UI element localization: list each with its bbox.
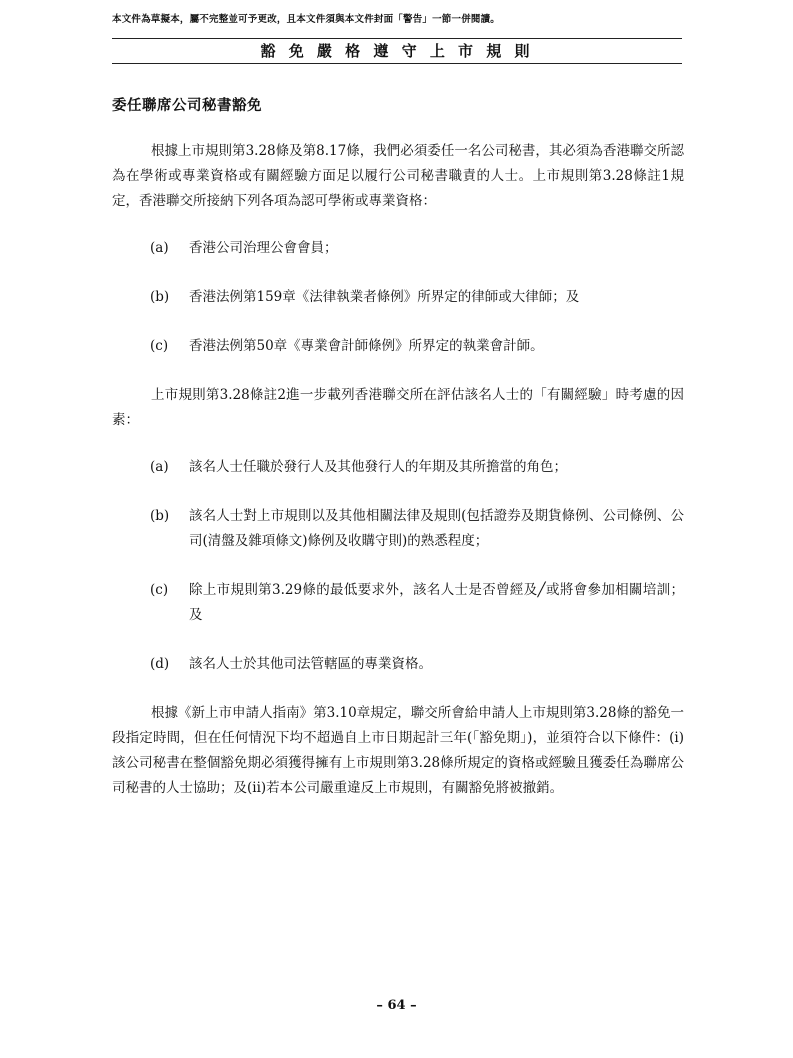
- page-number: – 64 –: [376, 998, 417, 1013]
- list-item-text: 該名人士對上市規則以及其他相關法律及規則(包括證券及期貨條例、公司條例、公司(清盤及雜項條文)條例及收購守則)的熟悉程度；: [189, 508, 684, 549]
- list-marker: (a): [150, 459, 169, 475]
- list-item-text: 該名人士任職於發行人及其他發行人的年期及其所擔當的角色；: [189, 459, 567, 475]
- list-item: [112, 504, 684, 554]
- list-item-text: 香港法例第159章《法律執業者條例》所界定的律師或大律師；及: [189, 289, 580, 305]
- list-item: [112, 236, 684, 261]
- factor-list: [112, 455, 684, 677]
- paragraph-experience-factors: 上市規則第3.28條註2進一步載列香港聯交所在評估該名人士的「有關經驗」時考慮的因素：: [112, 387, 684, 428]
- list-item: [112, 455, 684, 480]
- list-marker: (c): [150, 582, 169, 598]
- list-marker: (b): [150, 289, 170, 305]
- header-rule-bottom: [112, 63, 682, 64]
- list-item: [112, 578, 684, 628]
- list-item: [112, 334, 684, 359]
- list-marker: (c): [150, 338, 169, 354]
- list-item-text: 香港法例第50章《專業會計師條例》所界定的執業會計師。: [189, 338, 544, 354]
- paragraph-requirement: 根據上市規則第3.28條及第8.17條，我們必須委任一名公司秘書，其必須為香港聯交所認為在學術或專業資格或有關經驗方面足以履行公司秘書職責的人士。上市規則第3.28條註1規定，香港聯交所接納下列各項為認可學術或專業資格：: [112, 143, 684, 209]
- list-item: [112, 285, 684, 310]
- page-header-title: 豁 免 嚴 格 遵 守 上 市 規 則: [260, 42, 534, 60]
- list-marker: (b): [150, 508, 170, 524]
- list-marker: (a): [150, 240, 169, 256]
- list-marker: (d): [150, 656, 170, 672]
- list-item-text: 除上市規則第3.29條的最低要求外，該名人士是否曾經及╱或將會參加相關培訓；及: [189, 582, 684, 623]
- qualification-list: [112, 236, 684, 359]
- document-body: [112, 139, 684, 801]
- list-item: [112, 652, 684, 677]
- draft-notice: 本文件為草擬本，屬不完整並可予更改，且本文件須與本文件封面「警告」一節一併閱讀。: [112, 14, 501, 25]
- section-heading: 委任聯席公司秘書豁免: [112, 98, 262, 114]
- paragraph-waiver-conditions: 根據《新上市申請人指南》第3.10章規定，聯交所會給申請人上市規則第3.28條的豁免一段指定時間，但在任何情況下均不超過自上市日期起計三年(「豁免期」)，並須符合以下條件：(i)該公司秘書在整個豁免期必須獲得擁有上市規則第3.28條所規定的資格或經驗且獲委任為聯席公司秘書的人士協助；及(ii)若本公司嚴重違反上市規則，有關豁免將被撤銷。: [112, 705, 684, 796]
- list-item-text: 該名人士於其他司法管轄區的專業資格。: [189, 656, 432, 672]
- list-item-text: 香港公司治理公會會員；: [189, 240, 338, 256]
